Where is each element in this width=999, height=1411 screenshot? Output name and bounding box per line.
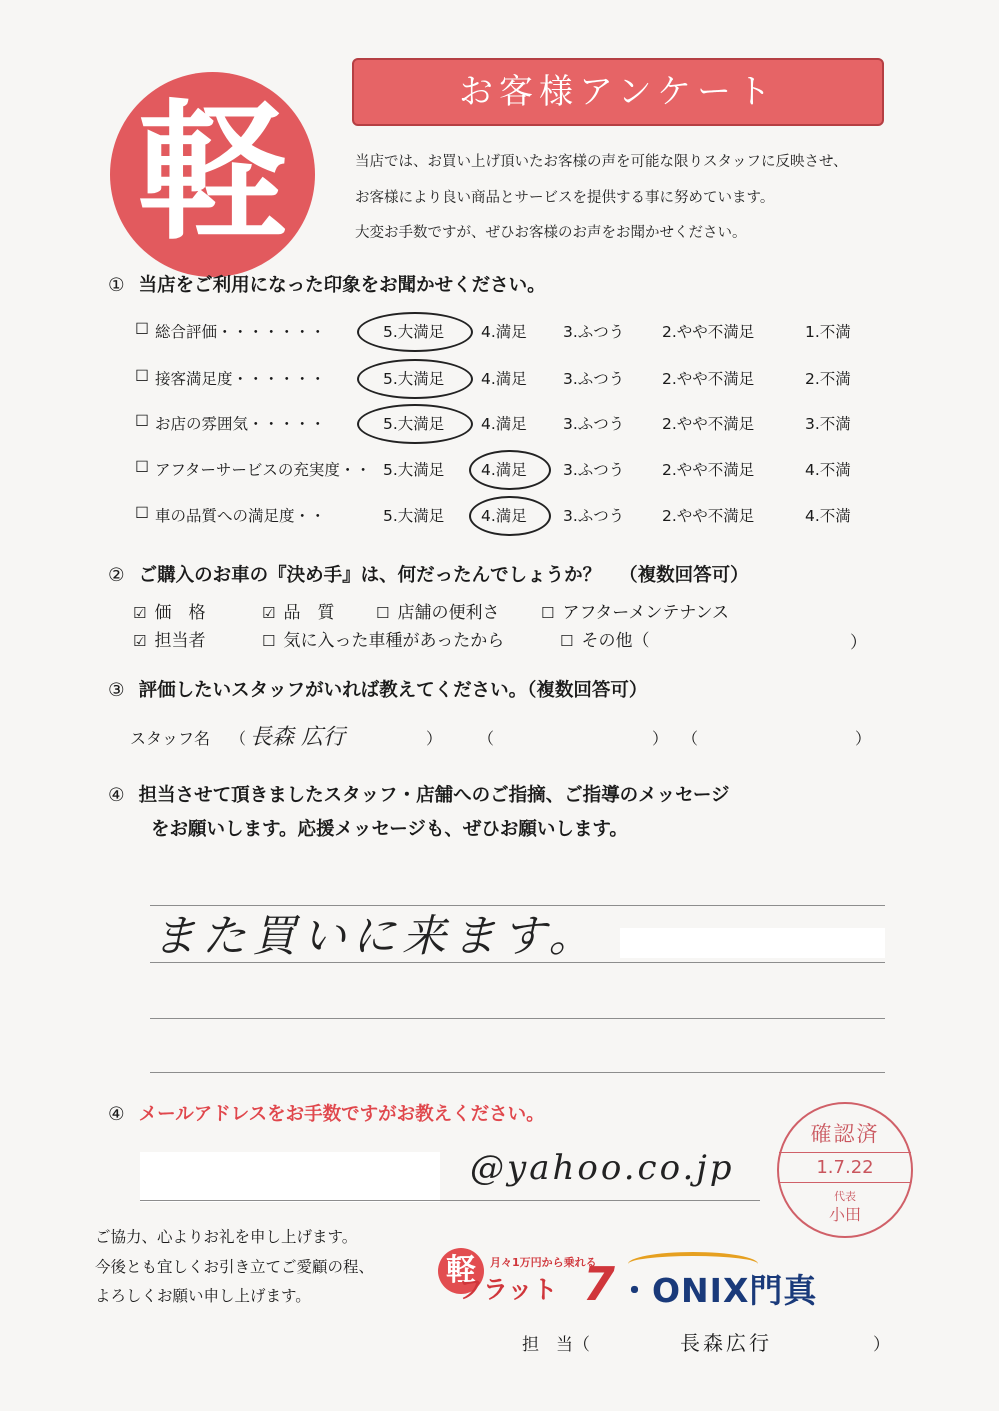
email-line	[140, 1200, 760, 1201]
brand-seven: 7	[583, 1257, 616, 1311]
q5-text: メールアドレスをお手数ですがお教えください。	[138, 1104, 545, 1125]
row-label: 総合評価・・・・・・・	[155, 323, 326, 341]
q4-text-line-2: をお願いします。応援メッセージも、ぜひお願いします。	[151, 819, 628, 840]
checkbox[interactable]: ☐	[262, 632, 276, 650]
option-after-maintenance[interactable]	[541, 598, 729, 623]
stamp-confirmed: 確認済	[810, 1122, 880, 1146]
rating-option[interactable]: 4.満足	[481, 323, 527, 341]
rating-option[interactable]: 3.ふつう	[563, 507, 625, 525]
q3-heading	[108, 676, 647, 702]
other-close-paren: ）	[850, 633, 867, 653]
footer-line-2: 今後とも宜しくお引き立てご愛顧の程、	[95, 1258, 375, 1276]
rating-option[interactable]: 2.やや不満足	[662, 323, 755, 341]
rating-option[interactable]: 4.満足	[481, 415, 527, 433]
kei-logo	[110, 72, 315, 277]
checkbox-checked[interactable]: ☑	[133, 632, 147, 650]
rating-option[interactable]: 1.不満	[805, 323, 851, 341]
staff-open-1: （	[230, 729, 247, 748]
row-label: アフターサービスの充実度・・	[155, 461, 371, 479]
q4-text-line-1: 担当させて頂きましたスタッフ・店舗へのご指摘、ご指導のメッセージ	[138, 785, 730, 806]
rating-option[interactable]: 5.大満足	[383, 370, 445, 388]
rating-option[interactable]: 5.大満足	[383, 415, 445, 433]
intro-line-2: お客様により良い商品とサービスを提供する事に努めています。	[355, 190, 775, 206]
title-banner	[352, 58, 884, 126]
rating-option[interactable]: 2.やや不満足	[662, 415, 755, 433]
redaction-block	[620, 928, 885, 958]
option-label: 気に入った車種があったから	[283, 631, 505, 651]
staff-open-2: （	[478, 729, 495, 748]
tanto-close: ）	[873, 1335, 890, 1355]
rating-option[interactable]: 5.大満足	[383, 507, 445, 525]
brand-tagline: 月々1万円から乗れる	[490, 1256, 597, 1269]
stamp-role: 代表	[834, 1190, 856, 1203]
row-checkbox[interactable]: ☐	[135, 320, 149, 338]
brand-onix-kadoma: ・ONIX門真	[618, 1271, 818, 1310]
q3-note: （複数回答可）	[527, 680, 648, 701]
logo-char: 軽	[137, 87, 288, 261]
intro-line-1: 当店では、お買い上げ頂いたお客様の声を可能な限りスタッフに反映させ、	[355, 154, 848, 170]
option-label: アフターメンテナンス	[562, 603, 730, 623]
email-redaction	[140, 1152, 440, 1202]
rating-option[interactable]: 2.やや不満足	[662, 461, 755, 479]
q4-heading	[108, 781, 730, 807]
staff-close-2: ）	[652, 729, 669, 748]
q2-number: ②	[108, 565, 125, 586]
staff-label: スタッフ名	[130, 729, 211, 748]
checkbox[interactable]: ☐	[376, 604, 390, 622]
row-label: お店の雰囲気・・・・・	[155, 415, 326, 433]
selection-circle	[357, 404, 473, 444]
footer-line-3: よろしくお願い申し上げます。	[95, 1287, 311, 1305]
option-label: 価 格	[154, 603, 206, 623]
rating-option[interactable]: 2.やや不満足	[662, 370, 755, 388]
rating-option[interactable]: 4.満足	[481, 507, 527, 525]
rating-option[interactable]: 5.大満足	[383, 461, 445, 479]
q2-text: ご購入のお車の『決め手』は、何だったんでしょうか？	[138, 565, 602, 586]
tanto-label: 担 当（	[522, 1335, 590, 1355]
q2-heading	[108, 561, 749, 587]
row-label: 接客満足度・・・・・・	[155, 370, 326, 388]
q3-number: ③	[108, 680, 125, 701]
brand-flat: フラット	[458, 1275, 558, 1304]
confirmation-stamp	[777, 1102, 913, 1238]
row-label: 車の品質への満足度・・	[155, 507, 326, 525]
q4-number: ④	[108, 785, 125, 806]
selection-circle	[357, 312, 473, 352]
selection-circle	[357, 359, 473, 399]
row-checkbox[interactable]: ☐	[135, 504, 149, 522]
staff-answer-1[interactable]: 長森 広行	[250, 725, 345, 750]
option-staff[interactable]	[133, 626, 205, 651]
q2-note: （複数回答可）	[619, 565, 749, 586]
option-favorite-model[interactable]	[262, 626, 504, 651]
rating-option[interactable]: 4.不満	[805, 507, 851, 525]
rating-option[interactable]: 3.不満	[805, 415, 851, 433]
staff-open-3: （	[682, 729, 699, 748]
page-title: お客様アンケート	[459, 72, 777, 112]
email-domain[interactable]: @yahoo.co.jp	[470, 1148, 735, 1188]
option-quality[interactable]	[262, 598, 334, 623]
q5-number: ④	[108, 1104, 125, 1125]
q3-text: 評価したいスタッフがいれば教えてください。	[138, 680, 528, 701]
message-answer[interactable]: また買いに来ます。	[152, 911, 599, 962]
selection-circle	[469, 450, 551, 490]
rating-option[interactable]: 3.ふつう	[563, 323, 625, 341]
rating-option[interactable]: 4.満足	[481, 461, 527, 479]
q1-number: ①	[108, 275, 125, 296]
option-price[interactable]	[133, 598, 205, 623]
option-label: 店舗の便利さ	[397, 603, 500, 623]
rating-option[interactable]: 4.満足	[481, 370, 527, 388]
row-checkbox[interactable]: ☐	[135, 367, 149, 385]
rating-option[interactable]: 4.不満	[805, 461, 851, 479]
checkbox-checked[interactable]: ☑	[133, 604, 147, 622]
rating-option[interactable]: 2.やや不満足	[662, 507, 755, 525]
stamp-name: 小田	[828, 1205, 861, 1224]
selection-circle	[469, 496, 551, 536]
tanto-name: 長森広行	[680, 1331, 772, 1355]
option-label: 担当者	[154, 631, 206, 651]
rating-option[interactable]: 2.不満	[805, 370, 851, 388]
option-other[interactable]	[560, 626, 649, 651]
option-store-convenience[interactable]	[376, 598, 499, 623]
checkbox[interactable]: ☐	[541, 604, 555, 622]
rating-option[interactable]: 3.ふつう	[563, 461, 625, 479]
rating-option[interactable]: 3.ふつう	[563, 415, 625, 433]
stamp-date: 1.7.22	[779, 1152, 911, 1183]
brand-icon-char: 軽	[446, 1253, 476, 1288]
footer-line-1: ご協力、心よりお礼を申し上げます。	[95, 1228, 358, 1246]
checkbox[interactable]: ☐	[560, 632, 574, 650]
option-label: 品 質	[283, 603, 335, 623]
row-checkbox[interactable]: ☐	[135, 412, 149, 430]
row-checkbox[interactable]: ☐	[135, 458, 149, 476]
q1-text: 当店をご利用になった印象をお聞かせください。	[138, 275, 546, 296]
checkbox-checked[interactable]: ☑	[262, 604, 276, 622]
rating-option[interactable]: 3.ふつう	[563, 370, 625, 388]
q1-heading	[108, 271, 546, 297]
rating-option[interactable]: 5.大満足	[383, 323, 445, 341]
staff-close-1: ）	[426, 729, 443, 748]
intro-line-3: 大変お手数ですが、ぜひお客様のお声をお聞かせください。	[355, 225, 747, 241]
option-label: その他（	[581, 631, 650, 651]
answer-line	[150, 1018, 885, 1019]
answer-line	[150, 1072, 885, 1073]
staff-close-3: ）	[855, 729, 872, 748]
q5-heading	[108, 1100, 545, 1126]
